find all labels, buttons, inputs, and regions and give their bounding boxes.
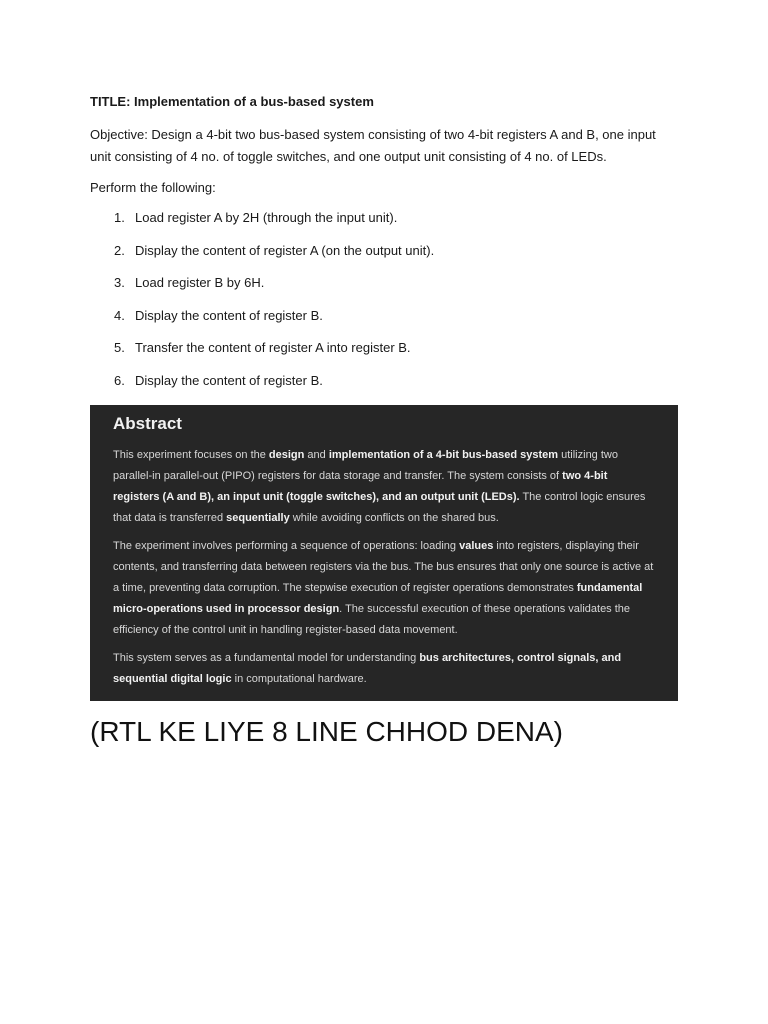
perform-label: Perform the following: <box>90 180 216 195</box>
step-text: Display the content of register A (on the output unit). <box>135 242 435 258</box>
step-text: Load register A by 2H (through the input unit). <box>135 210 398 225</box>
abstract-paragraph-2: The experiment involves performing a sequence of operations: loading values into registers, displaying their contents, and transferring data between registers via the bus. The bus ensures that only one source is active at a time, preventing data corruption. The stepwise execution of register operations demonstrates fundamental micro-operations used in processor design. The successful execution of these operations validates the efficiency of the control unit in handling register-based data movement. <box>113 540 654 636</box>
step-number: 5. <box>114 340 125 355</box>
step-number: 3. <box>114 275 125 290</box>
rtl-note: (RTL KE LIYE 8 LINE CHHOD DENA) <box>90 716 564 747</box>
list-item <box>90 208 678 228</box>
step-text: Transfer the content of register A into register B. <box>135 340 411 355</box>
step-number: 4. <box>114 307 125 323</box>
step-text: Load register B by 6H. <box>135 275 265 290</box>
steps-list <box>90 208 678 391</box>
step-number: 6. <box>114 372 125 388</box>
list-item <box>90 338 678 358</box>
list-item <box>90 371 678 391</box>
document-body <box>90 92 678 403</box>
objective-paragraph: Objective: Design a 4-bit two bus-based system consisting of two 4-bit registers A and B, one input unit consisting of 4 no. of toggle switches, and one output unit consisting of 4 no. of LEDs. <box>90 127 656 164</box>
list-item <box>90 241 678 261</box>
abstract-paragraph-3: This system serves as a fundamental model for understanding bus architectures, control signals, and sequential digital logic in computational hardware. <box>113 652 622 685</box>
list-item <box>90 306 678 326</box>
abstract-heading: Abstract <box>113 414 182 433</box>
step-number: 2. <box>114 242 125 258</box>
abstract-image-block <box>90 405 678 701</box>
list-item <box>90 273 678 293</box>
step-number: 1. <box>114 210 125 225</box>
document-title: TITLE: Implementation of a bus-based system <box>90 94 374 109</box>
step-text: Display the content of register B. <box>135 307 323 323</box>
abstract-paragraph-1: This experiment focuses on the design and implementation of a 4-bit bus-based system utilizing two parallel-in parallel-out (PIPO) registers for data storage and transfer. The system consists of two 4-bit registers (A and B), an input unit (toggle switches), and an output unit (LEDs). The control logic ensures that data is transferred sequentially while avoiding conflicts on the shared bus. <box>113 449 646 524</box>
step-text: Display the content of register B. <box>135 372 323 388</box>
